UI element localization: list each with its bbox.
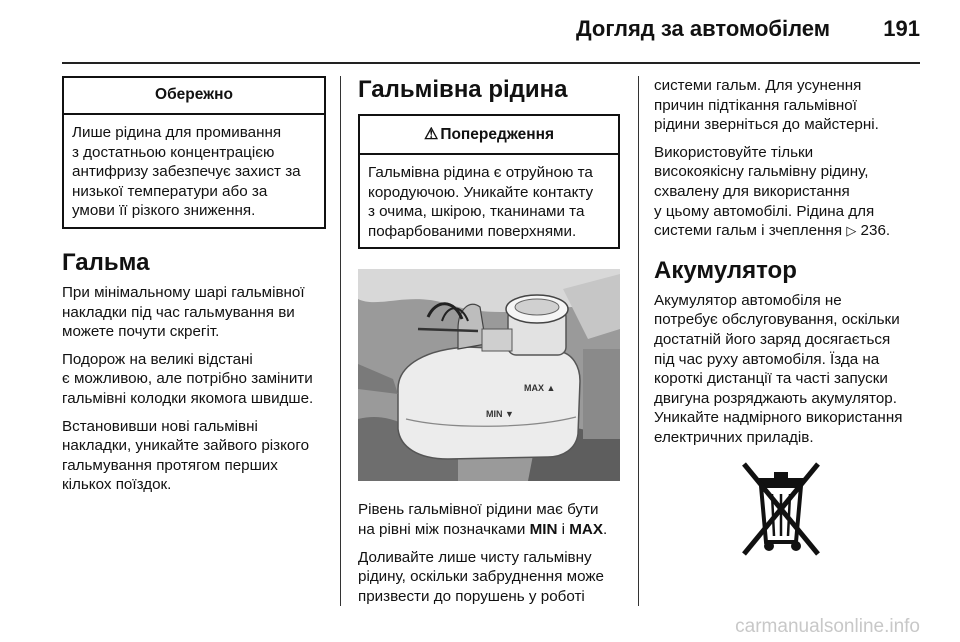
caution-line: Лише рідина для промивання [72,124,282,141]
text-line: Уникайте надмірного використання [654,409,903,427]
text-line: призвести до порушень у роботі [358,587,585,605]
paragraph [358,500,620,539]
text-line: накладки під час гальмування ви [62,303,295,321]
section-heading-battery: Акумулятор [654,256,797,284]
column-divider [638,76,639,606]
warning-line: пофарбованими поверхнями. [368,222,577,240]
section-heading-brakes: Гальма [62,248,150,276]
paragraph [358,548,620,607]
caution-box [62,76,326,229]
warning-line: кородуючою. Уникайте контакту [368,183,594,201]
text-fragment: . [603,520,608,538]
page-reference: 236. [860,222,891,240]
text-line: двигуна розряджають акумулятор. [654,389,897,407]
text-line: Встановивши нові гальмівні [62,417,258,435]
max-mark-text: MAX [569,520,603,538]
paragraph [654,291,922,448]
text-line: Використовуйте тільки [654,143,814,161]
caution-line: антифризу забезпечує захист за [72,163,301,181]
text-line: причин підтікання гальмівної [654,96,857,114]
text-line: Подорож на великі відстані [62,350,253,368]
warning-box-body [360,155,618,247]
text-line: кількох поїздок. [62,476,172,494]
caution-box-body [64,115,324,227]
text-line: гальмування протягом перших [62,456,278,474]
text-line: гальмівні колодки якомога швидше. [62,389,314,407]
text-line: рідину, оскільки забруднення може [358,568,604,586]
text-line: під час руху автомобіля. Їзда на [654,350,880,368]
page-number: 191 [883,16,920,41]
text-line: системи гальм. Для усунення [654,77,862,94]
text-line: можете почути скрегіт. [62,323,220,341]
caution-line: з достатньою концентрацією [72,143,275,161]
text-line: схвалену для використання [654,182,850,200]
min-mark-text: MIN [529,520,558,538]
max-mark-label: MAX ▲ [524,383,556,394]
text-line: короткі дистанції та часті запуски [654,370,888,388]
text-line: Доливайте лише чисту гальмівну [358,548,592,566]
column-divider [340,76,341,606]
text-line: електричних приладів. [654,428,814,446]
text-line: високоякісну гальмівну рідину, [654,163,869,181]
warning-box-header [360,116,618,155]
paragraph [654,76,922,135]
column-3 [654,76,922,566]
column-2 [358,76,620,614]
paragraph [62,283,326,342]
warning-line: Гальмівна рідина є отруйною та [368,164,593,181]
brake-fluid-reservoir-photo [358,269,620,481]
paragraph [62,350,326,409]
caution-line: умови її різкого зниження. [72,202,256,220]
text-line: накладки, уникайте зайвого різкого [62,437,310,455]
header-rule [62,62,920,64]
caution-line: низької температури або за [72,182,268,200]
text-line: на рівні між позначками [358,520,530,538]
min-mark-label: MIN ▼ [486,409,514,420]
warning-triangle-icon: ⚠ [423,126,439,143]
watermark: carmanualsonline.info [735,616,920,637]
text-line: потребує обслуговування, оскільки [654,311,900,329]
paragraph [654,143,922,241]
text-line: Рівень гальмівної рідини має бути [358,501,599,519]
text-fragment: і [557,520,570,538]
caution-box-title: Обережно [64,78,324,115]
column-1 [62,76,326,503]
text-line: у цьому автомобілі. Рідина для [654,202,875,220]
crossed-out-wheelie-bin-icon [736,456,826,566]
warning-box-title: Попередження [440,126,555,143]
paragraph [62,417,326,495]
section-heading-brake-fluid: Гальмівна рідина [358,76,568,103]
text-line: достатній його заряд досягається [654,330,891,348]
text-line: При мінімальному шарі гальмівної [62,283,305,301]
page-header-title: Догляд за автомобілем [575,16,830,41]
triangle-reference-icon: ▷ [846,223,857,239]
text-line: системи гальм і зчеплення [654,222,847,240]
text-line: рідини зверніться до майстерні. [654,116,879,134]
text-line: є можливою, але потрібно замінити [62,370,313,388]
warning-line: з очима, шкірою, тканинами та [368,203,585,221]
warning-box [358,114,620,249]
text-line: Акумулятор автомобіля не [654,291,842,309]
